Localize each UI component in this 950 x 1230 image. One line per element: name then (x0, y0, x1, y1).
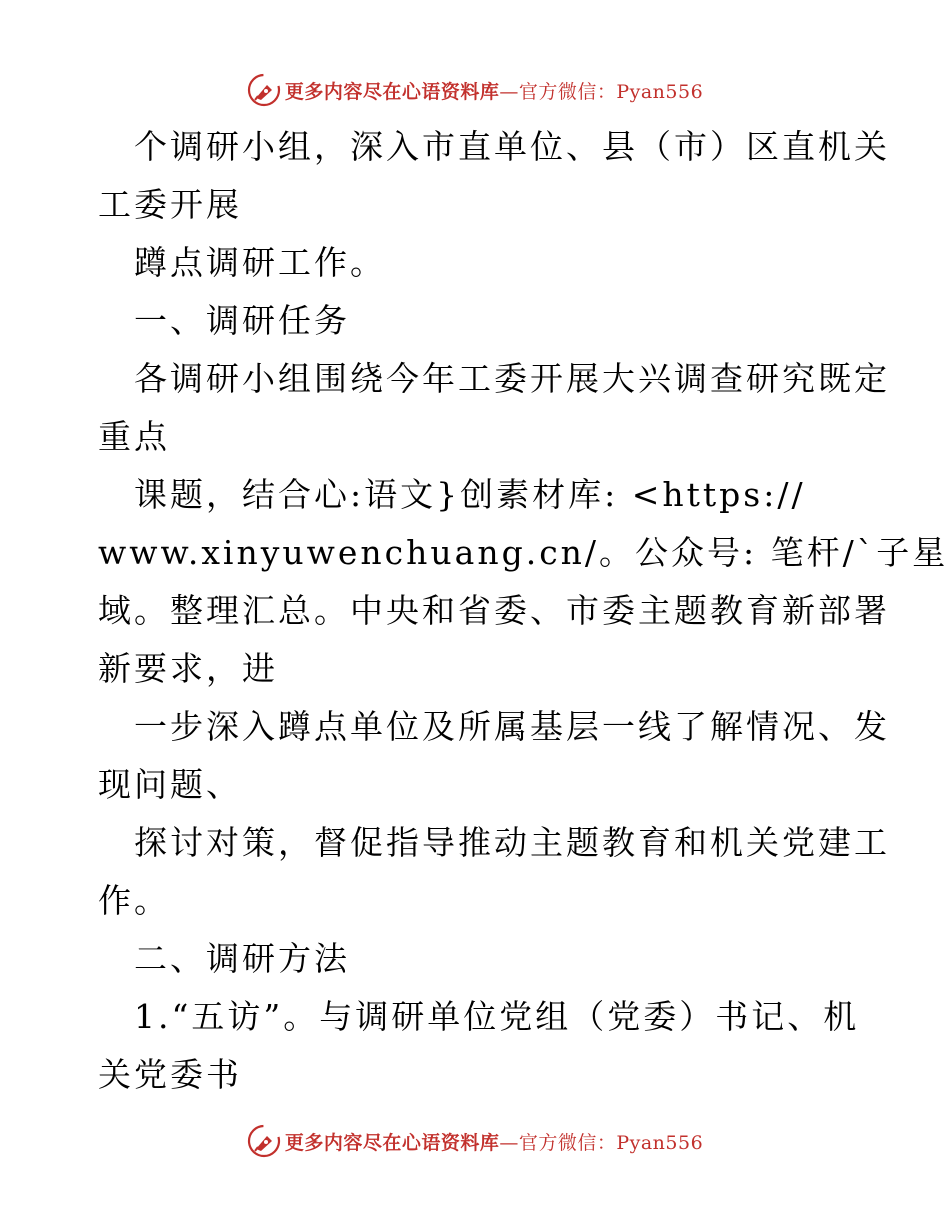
text-line: 工委开展 (98, 185, 242, 224)
text-line: 个调研小组，深入市直单位、县（市）区直机关 (134, 127, 890, 166)
watermark-official-text: —官方微信：Pyan556 (499, 80, 704, 103)
watermark-official-text: —官方微信：Pyan556 (499, 1131, 704, 1154)
document-body (98, 118, 949, 1104)
text-line: 关党委书 (98, 1055, 242, 1094)
pen-nib-logo-icon (247, 73, 281, 107)
text-line: 重点 (98, 417, 170, 456)
text-line: 作。 (98, 881, 170, 920)
pen-nib-logo-icon (247, 1124, 281, 1158)
text-line: 蹲点调研工作。 (134, 243, 386, 282)
text-line: 课题，结合心:语文}创素材库: <https:// (134, 475, 806, 514)
text-line: 探讨对策，督促指导推动主题教育和机关党建工 (134, 823, 890, 862)
text-line: 域。整理汇总。中央和省委、市委主题教育新部署 (98, 591, 890, 630)
text-line: 各调研小组围绕今年工委开展大兴调查研究既定 (134, 359, 890, 398)
text-line: 新要求，进 (98, 649, 278, 688)
text-line: 一步深入蹲点单位及所属基层一线了解情况、发 (134, 707, 890, 746)
header-watermark (0, 70, 950, 110)
watermark-brand-text: 更多内容尽在心语资料库 (284, 80, 500, 103)
text-line: 二、调研方法 (134, 939, 350, 978)
footer-watermark (0, 1121, 950, 1161)
text-line: 一、调研任务 (134, 301, 350, 340)
text-line: www.xinyuwenchuang.cn/。公众号: 笔杆/`子星 (98, 533, 949, 572)
watermark-brand-text: 更多内容尽在心语资料库 (284, 1131, 500, 1154)
text-line: 现问题、 (98, 765, 242, 804)
text-line: 1.“五访”。与调研单位党组（党委）书记、机 (134, 997, 860, 1036)
